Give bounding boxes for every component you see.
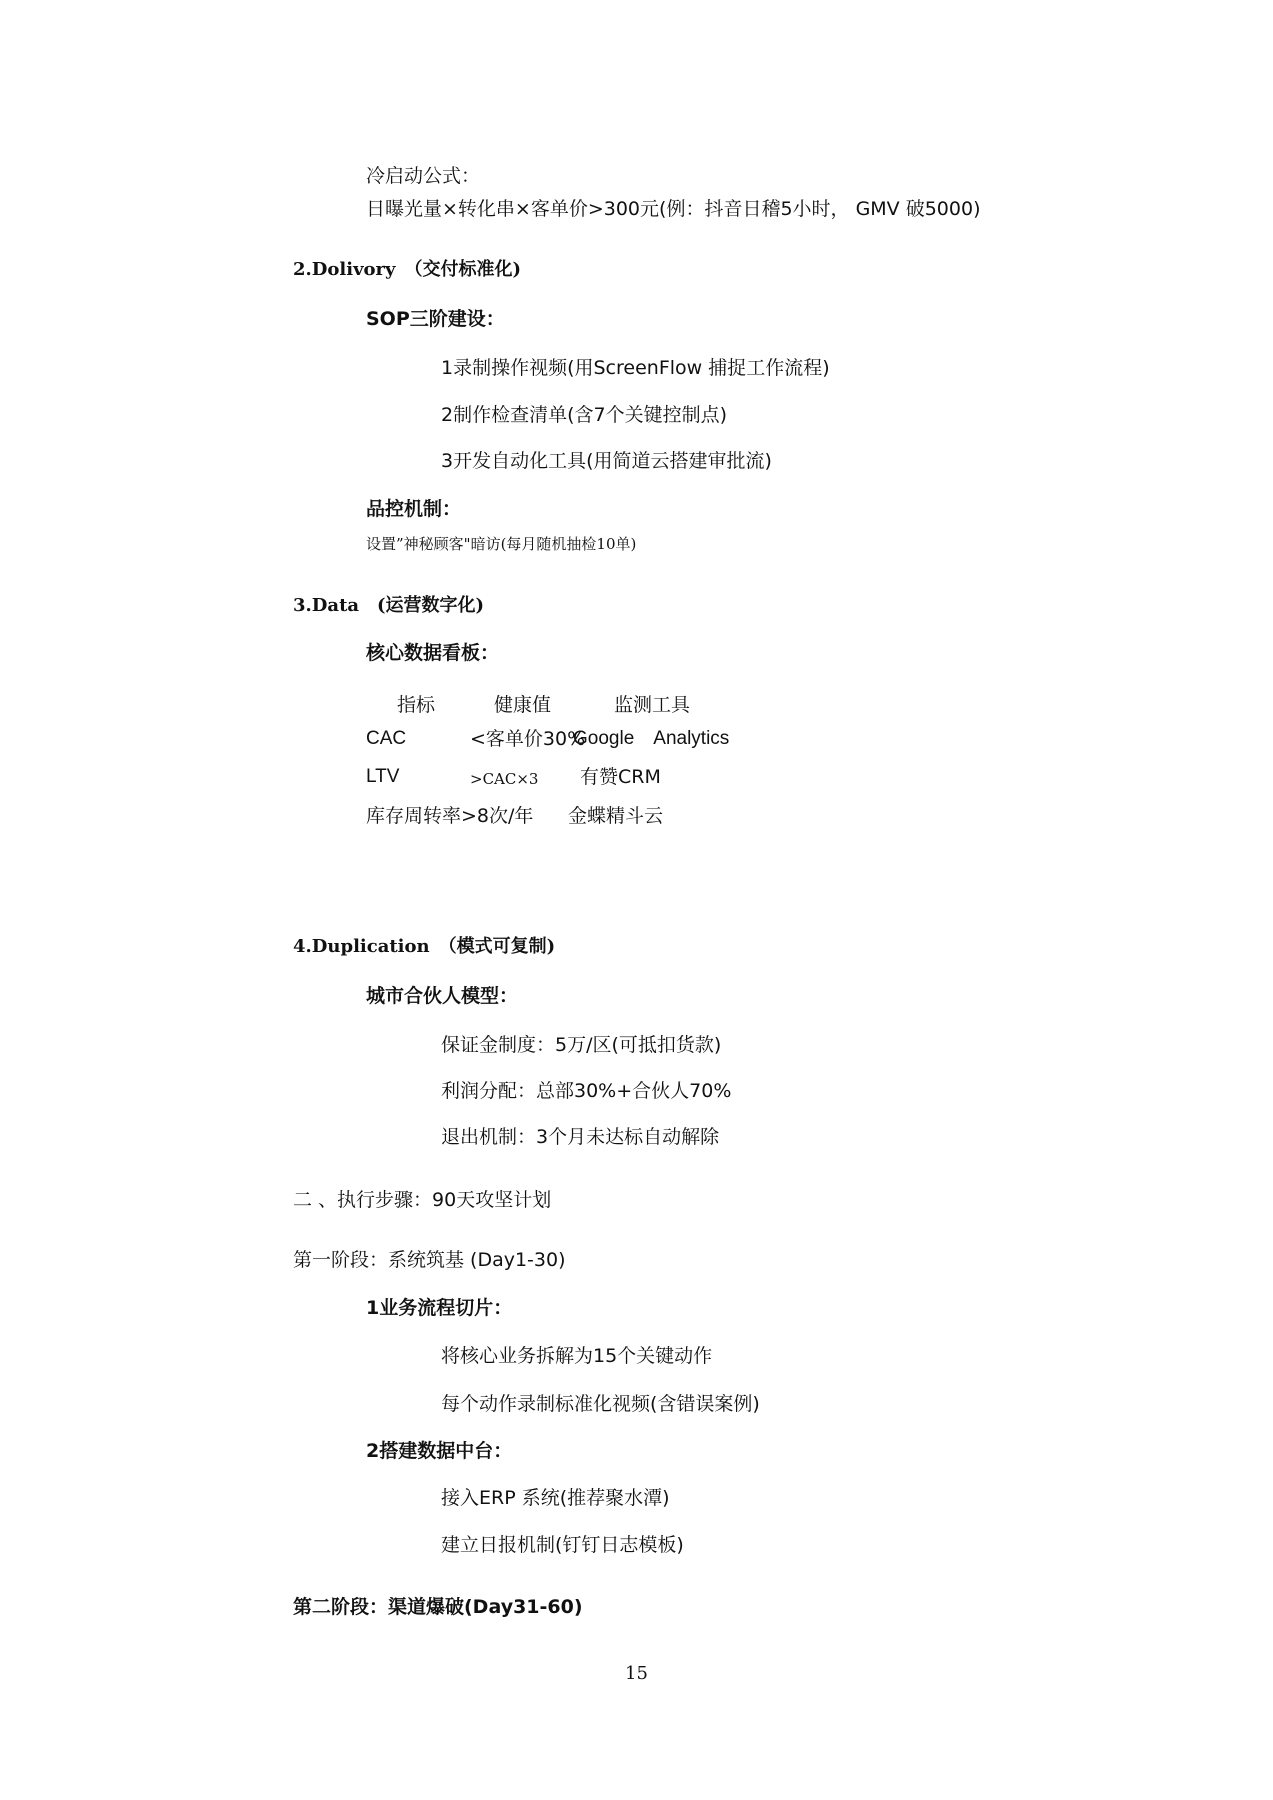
section-heading-delivery: 2.Dolivory （交付标准化) xyxy=(293,259,522,280)
cold-start-formula: 日曝光量×转化串×客单价>300元(例：抖音日稽5小时， GMV 破5000) xyxy=(366,198,981,220)
qc-heading: 品控机制： xyxy=(366,498,462,520)
partner-exit: 退出机制：3个月未达标自动解除 xyxy=(441,1126,720,1148)
qc-detail: 设置”神秘顾客"暗访(每月随机抽检10单) xyxy=(366,535,637,553)
dashboard-cell: 有赞CRM xyxy=(580,766,661,788)
dashboard-heading: 核心数据看板： xyxy=(366,642,500,664)
partner-profit-split: 利润分配：总部30%+合伙人70% xyxy=(441,1080,732,1102)
dashboard-header-tool: 监测工具 xyxy=(614,694,691,716)
phase-1-item-2-heading: 2搭建数据中台： xyxy=(366,1440,513,1462)
section-heading-data: 3.Data (运营数字化) xyxy=(293,595,485,616)
partner-heading: 城市合伙人模型： xyxy=(366,985,519,1007)
dashboard-cell: >CAC×3 xyxy=(470,770,539,788)
dashboard-cell: <客单价30% xyxy=(470,728,586,750)
phase-1-item-1-heading: 1业务流程切片： xyxy=(366,1297,513,1319)
dashboard-cell: LTV xyxy=(366,766,400,787)
phase-1-item-1-detail-2: 每个动作录制标准化视频(含错误案例) xyxy=(441,1393,760,1415)
sop-heading: SOP三阶建设： xyxy=(366,308,505,330)
phase-1-item-2-detail-2: 建立日报机制(钉钉日志模板) xyxy=(441,1534,684,1556)
dashboard-cell: Google Analytics xyxy=(573,728,730,749)
execution-heading: 二 、执行步骤：90天攻坚计划 xyxy=(293,1189,552,1211)
sop-step-2: 2制作检查清单(含7个关键控制点) xyxy=(441,404,728,426)
dashboard-cell: CAC xyxy=(366,728,407,749)
dashboard-cell: 金蝶精斗云 xyxy=(568,805,664,827)
phase-1-heading: 第一阶段：系统筑基 (Day1-30) xyxy=(293,1249,566,1271)
phase-2-heading: 第二阶段：渠道爆破(Day31-60) xyxy=(293,1596,583,1618)
cold-start-label: 冷启动公式： xyxy=(366,165,481,187)
sop-step-1: 1录制操作视频(用ScreenFlow 捕捉工作流程) xyxy=(441,357,830,379)
dashboard-header-health: 健康值 xyxy=(494,694,552,716)
page-number: 15 xyxy=(625,1663,648,1684)
dashboard-cell: 库存周转率>8次/年 xyxy=(366,805,534,827)
partner-deposit: 保证金制度：5万/区(可抵扣货款) xyxy=(441,1034,722,1056)
sop-step-3: 3开发自动化工具(用简道云搭建审批流) xyxy=(441,450,772,472)
dashboard-header-metric: 指标 xyxy=(397,694,436,716)
phase-1-item-2-detail-1: 接入ERP 系统(推荐聚水潭) xyxy=(441,1487,670,1509)
section-heading-duplication: 4.Duplication （模式可复制) xyxy=(293,936,556,957)
phase-1-item-1-detail-1: 将核心业务拆解为15个关键动作 xyxy=(441,1345,713,1367)
